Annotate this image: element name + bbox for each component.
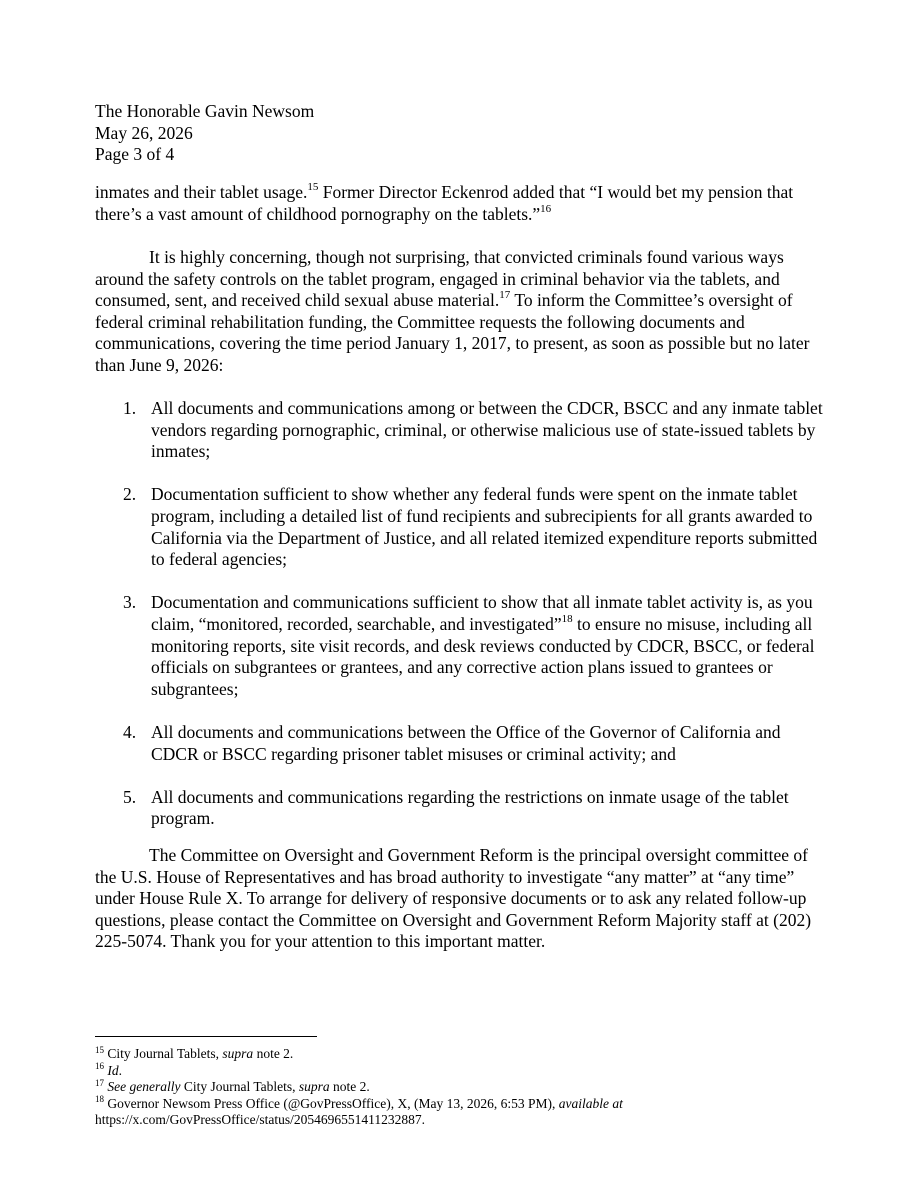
footnote-item: [95, 1063, 855, 1080]
footnote-italic: available at: [558, 1095, 623, 1111]
footnote-item: [95, 1046, 855, 1063]
list-item-text: to ensure no misuse, including all monitoring reports, site visit records, and desk reviews conducted by CDCR, BSCC, or federal officials on subgrantees or grantees, and any corrective action plans issued to grantees or subgrantees;: [151, 613, 815, 699]
continuation-paragraph: [95, 182, 825, 225]
footnote-number: 15: [95, 1044, 104, 1055]
footnote-italic: Id: [107, 1062, 119, 1078]
closing-paragraph: [95, 845, 825, 953]
footnote-ref: 17: [499, 289, 511, 302]
letter-header: [95, 101, 314, 166]
footnotes: [95, 1046, 855, 1129]
paragraph-text: The Committee on Oversight and Government Reform is the principal oversight committee of the U.S. House of Representatives and has broad authority to investigate “any matter” at “any time” under House Rule X. To arrange for delivery of responsive documents or to ask any related follow-up questions, please contact the Committee on Oversight and Government Reform Majority staff at (202) 225-5074. Thank you for your attention to this important matter.: [95, 845, 812, 952]
footnote-italic: supra: [222, 1046, 254, 1061]
footnote-item: [95, 1096, 855, 1113]
footnote-text: note 2.: [329, 1079, 370, 1095]
footnote-text: Governor Newsom Press Office (@GovPressOffice), X, (May 13, 2026, 6:53 PM),: [104, 1095, 559, 1111]
footnote-text: note 2.: [253, 1046, 294, 1061]
list-number: 3.: [123, 592, 137, 613]
footnote-ref: 18: [561, 613, 573, 626]
list-item: [95, 722, 825, 765]
list-number: 4.: [123, 721, 137, 742]
paragraph-text: It is highly concerning, though not surprising, that convicted criminals found various ways around the safety controls on the tablet program, engaged in criminal behavior via the tablets, and consumed, sent, and received child sexual abuse material.: [95, 247, 784, 311]
request-intro-paragraph: [95, 247, 825, 377]
paragraph-text: To inform the Committee’s oversight of federal criminal rehabilitation funding, the Committee requests the following documents and communications, covering the time period January 1, 2017, to present, as soon as possible but no later than June 9, 2026:: [95, 290, 810, 375]
list-item: [95, 787, 825, 830]
footnote-number: 16: [95, 1061, 104, 1072]
footnote-ref: 16: [540, 202, 552, 215]
paragraph-text: Former Director Eckenrod added that “I would bet my pension that there’s a vast amount of childhood pornography on the tablets.”: [95, 182, 794, 224]
footnote-divider: [95, 1036, 317, 1037]
date-line: May 26, 2026: [95, 122, 193, 143]
footnote-item: [95, 1079, 855, 1096]
list-item-text: Documentation and communications sufficient to show that all inmate tablet activity is, as you claim, “monitored, recorded, searchable, and investigated”: [151, 592, 813, 634]
list-item-text: All documents and communications among or between the CDCR, BSCC and any inmate tablet vendors regarding pornographic, criminal, or otherwise malicious use of state-issued tablets by inmates;: [151, 398, 823, 462]
list-number: 5.: [123, 786, 137, 807]
request-list: [95, 398, 825, 851]
paragraph-text: inmates and their tablet usage.: [95, 182, 308, 202]
list-item: [95, 484, 825, 570]
footnote-text: City Journal Tablets,: [104, 1046, 223, 1061]
list-number: 1.: [123, 398, 137, 418]
list-item-text: All documents and communications between the Office of the Governor of California and CDCR or BSCC regarding prisoner tablet misuses or criminal activity; and: [151, 721, 781, 764]
list-item: [95, 592, 825, 700]
footnote-italic: See generally: [107, 1079, 181, 1095]
footnote-text: City Journal Tablets,: [180, 1079, 299, 1095]
list-item-text: All documents and communications regarding the restrictions on inmate usage of the tablet program.: [151, 786, 789, 829]
recipient-line: The Honorable Gavin Newsom: [95, 101, 315, 121]
list-number: 2.: [123, 484, 137, 505]
page-number: Page 3 of 4: [95, 144, 175, 165]
footnote-number: 18: [95, 1094, 104, 1105]
footnote-ref: 15: [307, 181, 319, 194]
list-item: [95, 398, 825, 463]
footnote-italic: supra: [298, 1079, 330, 1095]
footnote-text: .: [118, 1062, 122, 1078]
footnote-number: 17: [95, 1077, 104, 1088]
list-item-text: Documentation sufficient to show whether any federal funds were spent on the inmate tablet program, including a detailed list of fund recipients and subrecipients for all grants awarded to California via the Department of Justice, and all related itemized expenditure reports submitted to federal agencies;: [151, 484, 818, 570]
footnote-link-line: https://x.com/GovPressOffice/status/2054696551411232887.: [95, 1112, 425, 1128]
